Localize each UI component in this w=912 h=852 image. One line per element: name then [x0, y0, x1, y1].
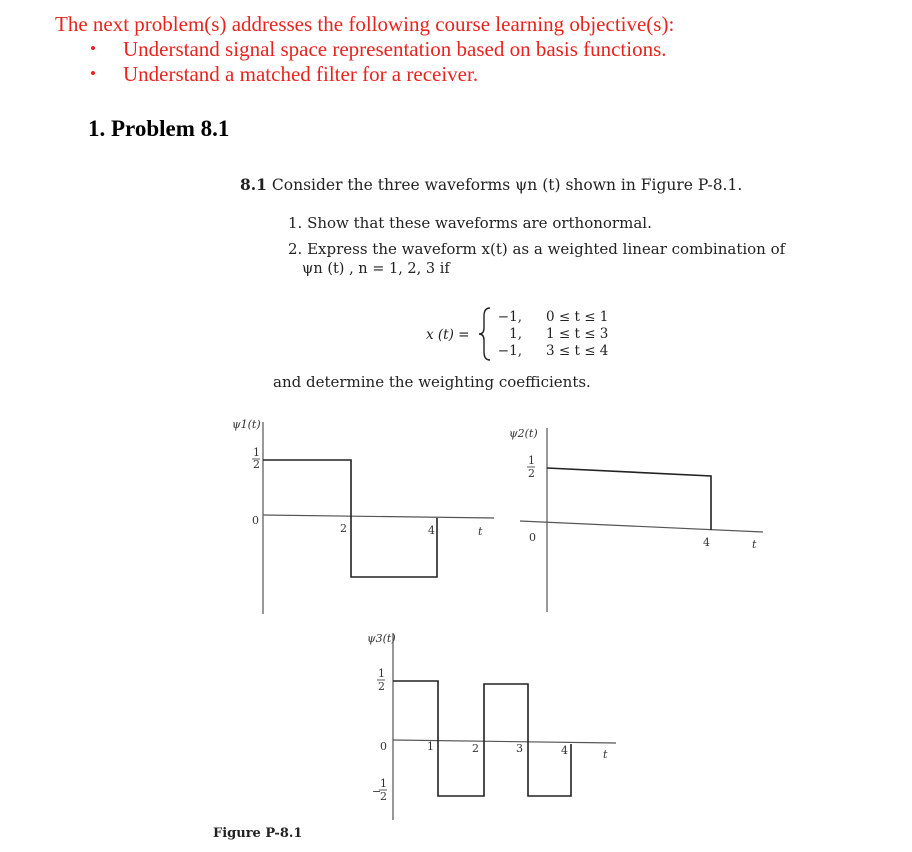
problem-statement-text: Consider the three waveforms ψn (t) shown in Figure P-8.1. — [271, 176, 743, 194]
psi2-level-numerator: 1 — [528, 454, 535, 467]
psi1-plot — [232, 418, 494, 614]
equation-values: −1, 1, −1, — [497, 309, 522, 359]
psi2-tick-4: 4 — [703, 536, 710, 549]
psi3-tick-2: 2 — [472, 742, 479, 755]
bullet-icon: • — [90, 39, 96, 58]
equation-lhs: x (t) = — [426, 327, 470, 343]
psi2-plot — [509, 427, 763, 612]
psi1-level-numerator: 1 — [253, 446, 260, 459]
psi3-neg-denominator: 2 — [380, 790, 387, 803]
psi3-level-numerator: 1 — [378, 667, 385, 680]
task-2: 2. Express the waveform x(t) as a weighted linear combination of — [288, 240, 786, 258]
objective-text: Understand signal space representation based on basis functions. — [123, 37, 667, 61]
equation-conditions: 0 ≤ t ≤ 1 1 ≤ t ≤ 3 3 ≤ t ≤ 4 — [546, 309, 609, 359]
psi3-level-denominator: 2 — [378, 680, 385, 693]
psi3-label: ψ3(t) — [367, 632, 396, 645]
psi3-tick-1: 1 — [427, 740, 434, 753]
psi2-label: ψ2(t) — [509, 427, 538, 440]
psi2-waveform — [547, 468, 711, 530]
objectives-intro: The next problem(s) addresses the following course learning objective(s): — [55, 12, 675, 36]
psi3-tick-3: 3 — [516, 742, 523, 755]
psi1-label: ψ1(t) — [232, 418, 261, 431]
psi3-tick-4: 4 — [561, 744, 568, 757]
psi1-t-label: t — [478, 525, 483, 538]
psi3-neg-numerator: 1 — [380, 777, 387, 790]
problem-heading: 1. Problem 8.1 — [88, 116, 230, 141]
psi2-t-label: t — [752, 538, 757, 551]
psi1-waveform — [263, 460, 437, 577]
psi3-t-label: t — [603, 748, 608, 761]
psi1-origin-label: 0 — [252, 514, 259, 527]
psi1-t-axis — [263, 515, 494, 518]
psi2-level-denominator: 2 — [528, 467, 535, 480]
psi2-origin-label: 0 — [529, 531, 536, 544]
psi3-waveform — [393, 681, 571, 796]
objective-text: Understand a matched filter for a receiver. — [123, 62, 479, 86]
psi1-tick-4: 4 — [428, 524, 435, 537]
weighting-instruction: and determine the weighting coefficients. — [273, 373, 591, 391]
psi3-neg-sign: − — [372, 785, 382, 798]
task-2-continued: ψn (t) , n = 1, 2, 3 if — [302, 261, 450, 277]
task-1: 1. Show that these waveforms are orthonormal. — [288, 214, 652, 232]
psi1-level-denominator: 2 — [253, 458, 260, 471]
psi3-origin-label: 0 — [380, 740, 387, 753]
psi3-plot — [367, 632, 616, 820]
figure-caption: Figure P-8.1 — [213, 826, 303, 841]
psi1-tick-2: 2 — [340, 522, 347, 535]
problem-number: 8.1 — [240, 175, 267, 194]
psi2-t-axis — [520, 521, 763, 532]
bullet-icon: • — [90, 64, 96, 83]
